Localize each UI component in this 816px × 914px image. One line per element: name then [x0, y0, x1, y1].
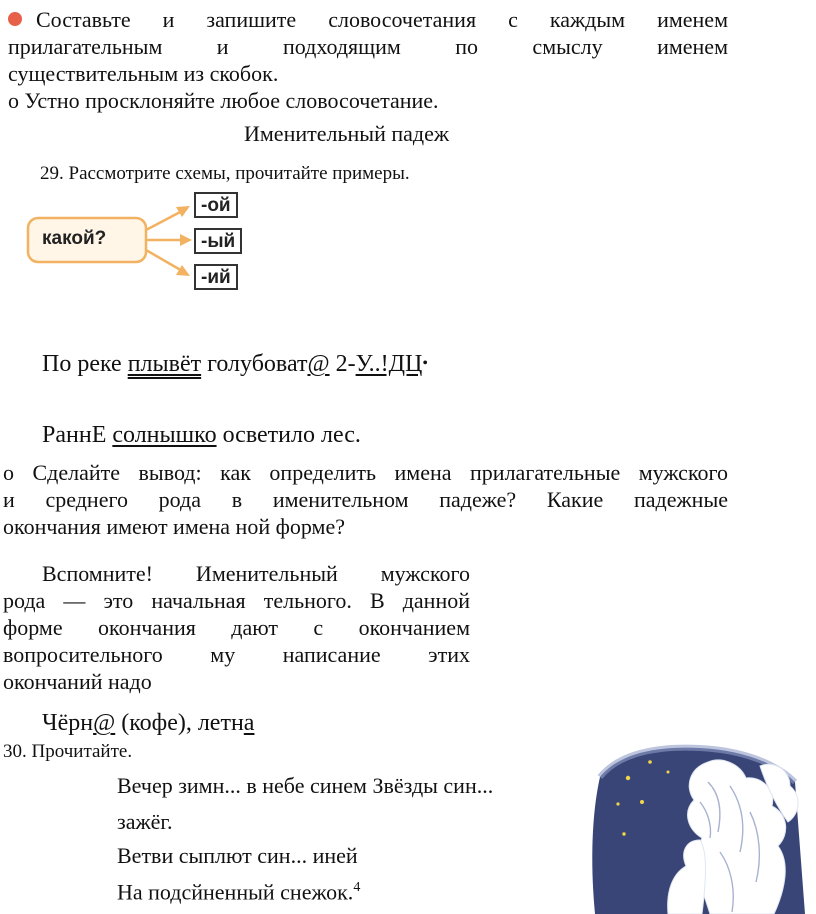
conclusion-line-2: и среднего рода в именительном падеже? Какие падежные [3, 487, 728, 512]
ending-box-ii: -ий [194, 264, 238, 290]
ex1-text-a: По реке [42, 351, 128, 377]
ex2-noun: солнышко [112, 422, 217, 448]
conclusion-line-3: окончания имеют имена ной форме? [3, 514, 345, 539]
ending-scheme [26, 190, 286, 290]
task-text-1: Составьте и запишите словосочетания с каждым именем [36, 7, 728, 32]
exercise-30-heading: 30. Прочитайте. [3, 741, 133, 762]
remember-line-2: рода — это начальная тельного. В данной [3, 588, 470, 613]
exercise-29-heading: 29. Рассмотрите схемы, прочитайте примеры. [40, 163, 410, 184]
ex1-text-b: голубоват [201, 351, 308, 377]
ex1-verb: плывёт [127, 351, 202, 377]
star-icon [616, 802, 619, 805]
ex1-dot: • [422, 355, 428, 372]
poem-line-4-text: На подсйненный снежок. [117, 879, 354, 905]
bullet-icon [8, 12, 22, 26]
star-icon [640, 800, 644, 804]
arrow-up [146, 210, 184, 230]
task-line-1 [8, 7, 728, 33]
remember-line-1: Вспомните! Именительный мужского [42, 561, 470, 586]
remember-line-4: вопросительного му написание этих [3, 642, 470, 667]
ex3-text-b: (кофе), летн [115, 710, 244, 736]
example-sentence-2 [42, 421, 361, 449]
footnote-mark: 4 [353, 880, 361, 895]
ex1-tail: У..!ДЦ [355, 351, 423, 377]
remember-line-3: форме окончания дают с окончанием [3, 615, 470, 640]
arrow-up-head [176, 206, 190, 217]
star-icon [622, 832, 625, 835]
task-line-2: прилагательным и подходящим по смыслу именем [8, 34, 728, 59]
poem-line-4 [117, 875, 360, 905]
poem-line-1: Вечер зимн... в небе синем Звёзды син... [117, 773, 494, 798]
star-icon [667, 771, 670, 774]
ex1-ending: @ [307, 351, 330, 377]
remember-line-5: окончаний надо [3, 669, 152, 694]
task-line-3: существительным из скобок. [8, 61, 279, 86]
conclusion-line-1: o Сделайте вывод: как определить имена прилагательные мужского [3, 460, 728, 485]
arrow-down [146, 250, 184, 272]
star-icon [648, 760, 652, 764]
winter-night-illustration [590, 742, 812, 914]
star-icon [626, 776, 630, 780]
ending-box-yi: -ый [194, 228, 242, 254]
case-title: Именительный падеж [244, 121, 450, 146]
arrow-down-head [176, 265, 190, 276]
example-sentence-3 [42, 709, 254, 737]
ex1-text-c: 2- [329, 351, 356, 377]
ex3-ending-2: а [243, 710, 255, 736]
ex2-text-b: осветило лес. [216, 422, 361, 448]
poem-line-2: зажёг. [117, 809, 173, 834]
task-line-4: o Устно просклоняйте любое словосочетание. [8, 88, 439, 113]
ending-box-oi: -ой [194, 192, 238, 218]
ex3-ending: @ [93, 710, 116, 736]
ex2-text-a: РаннЕ [42, 422, 113, 448]
example-sentence-1 [42, 350, 428, 378]
ex3-text-a: Чёрн [42, 710, 94, 736]
arrow-mid-head [180, 234, 192, 246]
question-label: какой? [42, 228, 107, 249]
poem-line-3: Ветви сыплют син... иней [117, 843, 358, 868]
